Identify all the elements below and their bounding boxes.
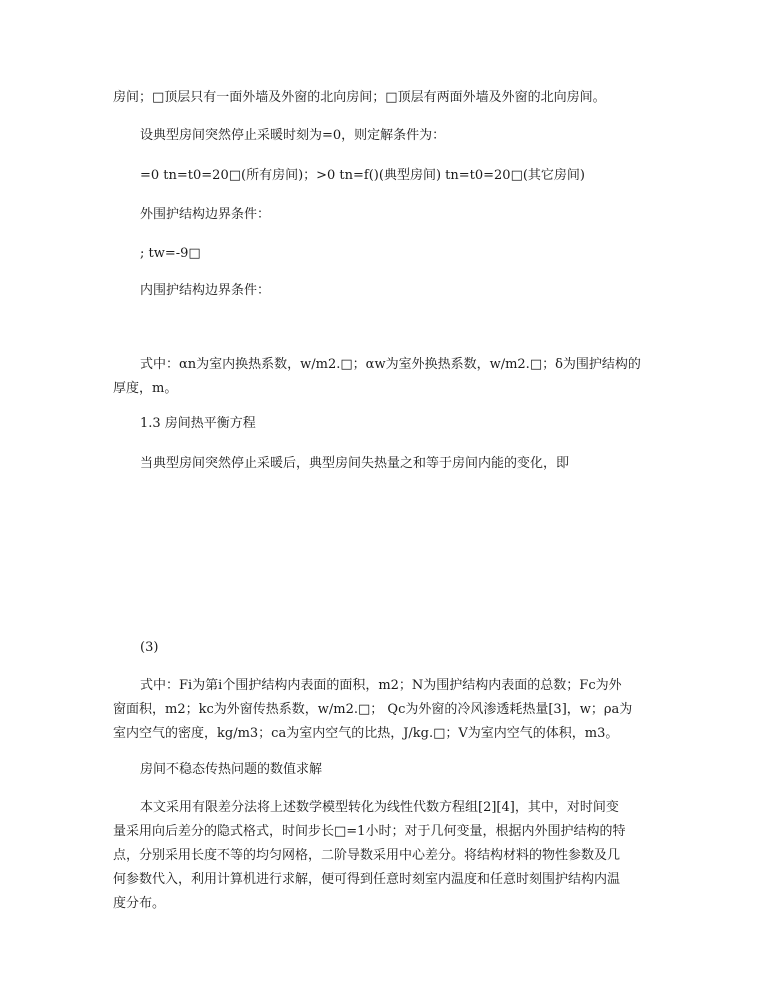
paragraph-initial-conditions: =0 tn=t0=20□(所有房间)；>0 tn=f()(典型房间) tn=t0=20□(其它房间) bbox=[140, 168, 586, 183]
text-line: 何参数代入，利用计算机进行求解，便可得到任意时刻室内温度和任意时刻围护结构内温 bbox=[113, 872, 621, 887]
paragraph-outer-boundary-formula: ; tw=-9□ bbox=[140, 246, 201, 261]
paragraph-inner-boundary-heading: 内围护结构边界条件： bbox=[140, 283, 271, 298]
text-line: 点，分别采用长度不等的均匀网格，二阶导数采用中心差分。将结构材料的物性参数及几 bbox=[113, 848, 621, 863]
text-line: 式中：αn为室内换热系数，w/m2.□；αw为室外换热系数，w/m2.□；δ为围护结构的 bbox=[140, 357, 641, 372]
section-heading-heat-balance: 1.3 房间热平衡方程 bbox=[140, 416, 256, 431]
equation-number: (3) bbox=[140, 640, 159, 655]
paragraph-symbol-definitions bbox=[113, 674, 653, 746]
text-line: 厚度，m。 bbox=[113, 381, 178, 396]
text-line: 窗面积，m2；kc为外窗传热系数，w/m2.□； Qc为外窗的冷风渗透耗热量[3]，w；ρa为 bbox=[113, 702, 633, 717]
paragraph-heat-balance-intro: 当典型房间突然停止采暖后，典型房间失热量之和等于房间内能的变化，即 bbox=[140, 456, 570, 471]
text-line: 量采用向后差分的隐式格式，时间步长□=1小时；对于几何变量，根据内外围护结构的特 bbox=[113, 824, 626, 839]
text-line: 式中：Fi为第i个围护结构内表面的面积，m2；N为围护结构内表面的总数；Fc为外 bbox=[140, 678, 622, 693]
section-heading-numerical-solution: 房间不稳态传热问题的数值求解 bbox=[140, 762, 323, 777]
paragraph-initial-conditions-intro: 设典型房间突然停止采暖时刻为=0，则定解条件为： bbox=[140, 128, 446, 143]
text-line: 本文采用有限差分法将上述数学模型转化为线性代数方程组[2][4]，其中，对时间变 bbox=[140, 800, 619, 815]
paragraph-numerical-method bbox=[113, 796, 653, 916]
text-line: 度分布。 bbox=[113, 896, 166, 911]
paragraph-coefficients-note bbox=[113, 353, 653, 401]
paragraph-outer-boundary-heading: 外围护结构边界条件： bbox=[140, 207, 271, 222]
text-line: 室内空气的密度，kg/m3；ca为室内空气的比热，J/kg.□；V为室内空气的体积，m3。 bbox=[113, 726, 619, 741]
paragraph-room-types: 房间；□顶层只有一面外墙及外窗的北向房间；□顶层有两面外墙及外窗的北向房间。 bbox=[113, 90, 606, 105]
